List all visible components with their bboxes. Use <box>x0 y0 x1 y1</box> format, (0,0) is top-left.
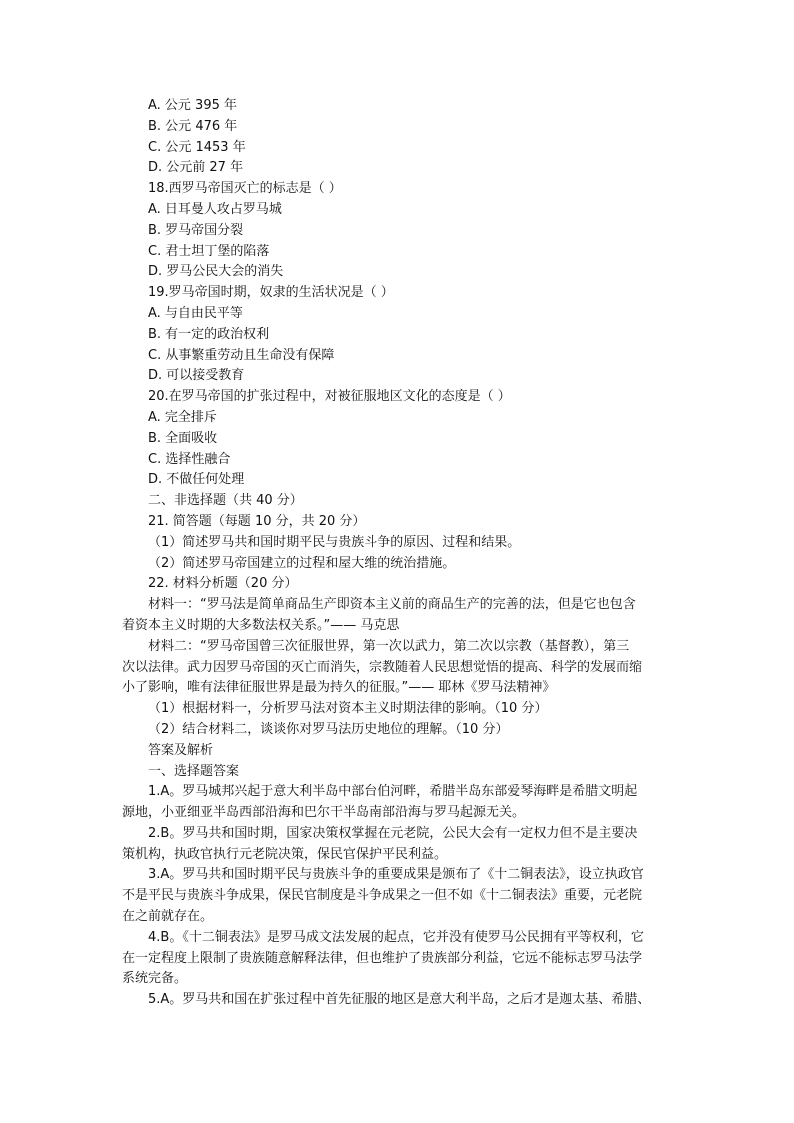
option-18-d: D. 罗马公民大会的消失 <box>148 264 284 280</box>
question-22-part-1: （1）根据材料一，分析罗马法对资本主义时期法律的影响。（10 分） <box>148 701 548 717</box>
material-2 <box>122 637 684 699</box>
material-1 <box>122 595 684 637</box>
answer-4-line-3: 系统完备。 <box>122 971 188 987</box>
answer-1 <box>122 782 684 824</box>
option-20-c: C. 选择性融合 <box>148 451 231 467</box>
option-19-d: D. 可以接受教育 <box>148 368 245 384</box>
answer-2-line-1: 2.B。罗马共和国时期，国家决策权掌握在元老院，公民大会有一定权力但不是主要决 <box>148 825 638 841</box>
option-17-c: C. 公元 1453 年 <box>148 139 246 155</box>
option-18-c: C. 君士坦丁堡的陷落 <box>148 243 270 259</box>
option-19-c: C. 从事繁重劳动且生命没有保障 <box>148 347 335 363</box>
question-21-heading: 21. 简答题（每题 10 分，共 20 分） <box>148 513 366 529</box>
option-17-d: D. 公元前 27 年 <box>148 160 244 176</box>
answer-3 <box>122 865 684 927</box>
answer-3-line-1: 3.A。罗马共和国时期平民与贵族斗争的重要成果是颁布了《十二铜表法》，设立执政官 <box>148 867 644 883</box>
document-content <box>122 96 684 1011</box>
question-18: 18.西罗马帝国灭亡的标志是（ ） <box>148 181 342 197</box>
material-2-line-2: 次以法律。武力因罗马帝国的灭亡而消失，宗教随着人民思想觉悟的提高、科学的发展而缩 <box>122 659 643 675</box>
question-22-heading: 22. 材料分析题（20 分） <box>148 576 298 592</box>
answer-3-line-3: 在之前就存在。 <box>122 909 214 925</box>
answer-subheading: 一、选择题答案 <box>148 763 240 779</box>
answer-5-line-1: 5.A。罗马共和国在扩张过程中首先征服的地区是意大利半岛，之后才是迦太基、希腊、 <box>148 992 651 1008</box>
answer-2-line-2: 策机构，执政官执行元老院决策，保民官保护平民利益。 <box>122 846 448 862</box>
section-heading-non-choice: 二、非选择题（共 40 分） <box>148 493 303 509</box>
material-1-line-1: 材料一：“罗马法是简单商品生产即资本主义前的商品生产的完善的法，但是它也包含 <box>148 597 636 613</box>
answer-1-line-2: 源地，小亚细亚半岛西部沿海和巴尔干半岛南部沿海与罗马起源无关。 <box>122 805 526 821</box>
answer-4-line-2: 在一定程度上限制了贵族随意解释法律，但也维护了贵族部分利益，它远不能标志罗马法学 <box>122 950 643 966</box>
answer-heading: 答案及解析 <box>148 742 214 758</box>
question-22-part-2: （2）结合材料二，谈谈你对罗马法历史地位的理解。（10 分） <box>148 721 509 737</box>
option-18-b: B. 罗马帝国分裂 <box>148 222 244 238</box>
answer-4 <box>122 928 684 990</box>
material-1-line-2: 着资本主义时期的大多数法权关系。”—— 马克思 <box>122 617 400 633</box>
option-18-a: A. 日耳曼人攻占罗马城 <box>148 201 282 217</box>
option-19-a: A. 与自由民平等 <box>148 305 243 321</box>
question-21-part-2: （2）简述罗马帝国建立的过程和屋大维的统治措施。 <box>148 555 456 571</box>
option-20-b: B. 全面吸收 <box>148 430 218 446</box>
option-20-d: D. 不做任何处理 <box>148 472 245 488</box>
material-2-line-1: 材料二：“罗马帝国曾三次征服世界，第一次以武力，第二次以宗教（基督教），第三 <box>148 638 630 654</box>
answer-4-line-1: 4.B。《十二铜表法》是罗马成文法发展的起点，它并没有使罗马公民拥有平等权利，它 <box>148 929 644 945</box>
question-20: 20.在罗马帝国的扩张过程中，对被征服地区文化的态度是（ ） <box>148 389 511 405</box>
answer-3-line-2: 不是平民与贵族斗争成果，保民官制度是斗争成果之一但不如《十二铜表法》重要，元老院 <box>122 888 643 904</box>
option-17-b: B. 公元 476 年 <box>148 118 238 134</box>
answer-2 <box>122 824 684 866</box>
answer-5 <box>148 990 684 1011</box>
option-17-a: A. 公元 395 年 <box>148 98 238 113</box>
question-21-part-1: （1）简述罗马共和国时期平民与贵族斗争的原因、过程和结果。 <box>148 534 521 550</box>
question-19: 19.罗马帝国时期，奴隶的生活状况是（ ） <box>148 285 394 301</box>
option-19-b: B. 有一定的政治权利 <box>148 326 270 342</box>
material-2-line-3: 小了影响，唯有法律征服世界是最为持久的征服。”—— 耶林《罗马法精神》 <box>122 680 556 696</box>
answer-1-line-1: 1.A。罗马城邦兴起于意大利半岛中部台伯河畔，希腊半岛东部爱琴海畔是希腊文明起 <box>148 784 638 800</box>
option-20-a: A. 完全排斥 <box>148 409 217 425</box>
